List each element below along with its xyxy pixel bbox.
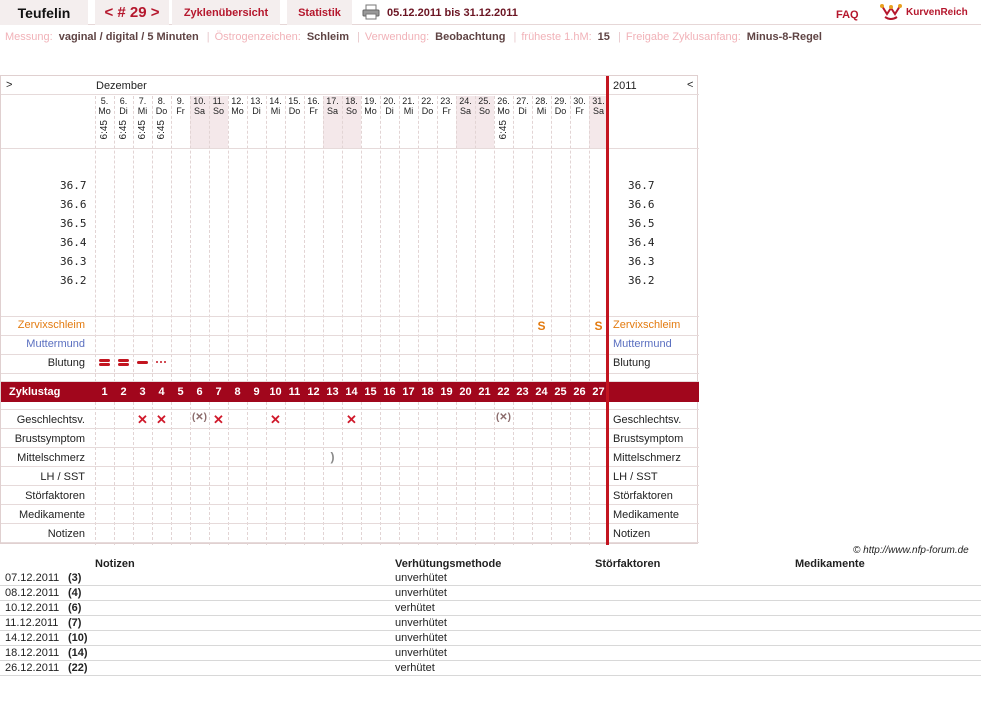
day-number: 8. <box>157 96 166 106</box>
setting-value: vaginal / digital / 5 Minuten <box>58 31 199 43</box>
cycle-day-number: 17 <box>402 386 415 398</box>
logo-text: KurvenReich <box>906 6 968 18</box>
day-column-header <box>418 96 437 116</box>
temp-label-right: 36.6 <box>628 198 655 211</box>
day-number: 22. <box>421 96 434 106</box>
cycle-end-line <box>606 76 609 545</box>
chart-prev-button[interactable]: > <box>6 79 13 91</box>
day-number: 10. <box>193 96 206 106</box>
bleeding-mark <box>95 354 114 372</box>
note-cycle-day: (6) <box>68 602 82 614</box>
day-number: 14. <box>269 96 282 106</box>
settings-separator: | <box>617 31 621 43</box>
cycle-day-bar <box>1 382 699 402</box>
note-date: 10.12.2011 <box>5 602 60 614</box>
copyright: © http://www.nfp-forum.de <box>853 545 969 556</box>
day-weekday: Mo <box>231 106 244 116</box>
zervix-mark: S <box>537 319 546 333</box>
day-number: 20. <box>383 96 396 106</box>
note-method: unverhütet <box>395 647 447 659</box>
bleeding-dot <box>160 361 162 363</box>
day-weekday: Mo <box>497 106 510 116</box>
bleeding-mark <box>133 354 152 372</box>
printer-icon[interactable] <box>362 4 380 20</box>
cycle-navigator[interactable]: < # 29 > <box>95 0 169 25</box>
cycle-day-number: 8 <box>234 386 241 398</box>
note-method: verhütet <box>395 662 435 674</box>
temp-label-left: 36.7 <box>60 179 87 192</box>
temp-label-right: 36.5 <box>628 217 655 230</box>
note-cycle-day: (22) <box>68 662 88 674</box>
grid-vline <box>399 96 400 382</box>
bleeding-bar <box>99 363 110 366</box>
row-label: Mittelschmerz <box>17 452 85 464</box>
day-column-header <box>190 96 209 116</box>
setting-value: 15 <box>597 31 610 43</box>
row-line <box>1 428 699 429</box>
setting-value: Minus-8-Regel <box>746 31 822 43</box>
grid-vline <box>570 96 571 382</box>
grid-vline <box>418 96 419 382</box>
day-number: 31. <box>592 96 605 106</box>
cycle-day-number: 2 <box>120 386 127 398</box>
month-label: Dezember <box>96 80 147 92</box>
intercourse-mark: (✕) <box>191 412 208 423</box>
grid-vline <box>209 96 210 382</box>
cycle-day-number: 9 <box>253 386 260 398</box>
day-number: 11. <box>212 96 225 106</box>
cycle-day-number: 12 <box>307 386 320 398</box>
day-column-header <box>152 96 171 139</box>
note-method: verhütet <box>395 602 435 614</box>
cycle-day-label: Zyklustag <box>9 386 61 398</box>
row-line <box>1 409 699 410</box>
temp-label-right: 36.3 <box>628 255 655 268</box>
notes-header-verhuetung: Verhütungsmethode <box>395 558 502 570</box>
day-number: 17. <box>326 96 339 106</box>
setting-value: Beobachtung <box>435 31 506 43</box>
day-number: 19. <box>364 96 377 106</box>
table-row <box>0 571 981 586</box>
row-label: Notizen <box>47 528 85 540</box>
day-number: 16. <box>307 96 320 106</box>
day-column-header <box>266 96 285 116</box>
day-column-header <box>532 96 551 116</box>
grid-vline <box>551 96 552 382</box>
day-number: 15. <box>288 96 301 106</box>
row-label-right-zervixschleim: Zervixschleim <box>613 319 681 331</box>
row-label-muttermund: Muttermund <box>26 338 85 350</box>
cycle-chart <box>0 75 698 544</box>
day-weekday: Mo <box>364 106 377 116</box>
cycle-day-number: 16 <box>383 386 396 398</box>
bleeding-bar <box>118 363 129 366</box>
row-label-zervixschleim: Zervixschleim <box>17 319 85 331</box>
day-weekday: Fr <box>575 106 584 116</box>
day-weekday: Mo <box>98 106 111 116</box>
day-weekday: Di <box>119 106 128 116</box>
day-weekday: Di <box>252 106 261 116</box>
cycle-day-number: 4 <box>158 386 165 398</box>
row-label: Brustsymptom <box>14 433 85 445</box>
mittelschmerz-mark: ) <box>330 450 335 464</box>
grid-vline <box>456 96 457 382</box>
grid-vline <box>323 96 324 382</box>
day-column-header <box>114 96 133 139</box>
cycle-day-number: 19 <box>440 386 453 398</box>
note-cycle-day: (3) <box>68 572 82 584</box>
setting-key: Östrogenzeichen: <box>214 31 301 43</box>
grid-vline <box>304 96 305 382</box>
cycle-day-number: 21 <box>478 386 491 398</box>
row-label: Störfaktoren <box>25 490 85 502</box>
day-number: 29. <box>554 96 567 106</box>
top-bar <box>0 0 981 25</box>
cycle-day-number: 22 <box>497 386 510 398</box>
day-column-header <box>285 96 304 116</box>
row-label-right: Medikamente <box>613 509 680 521</box>
temp-label-left: 36.4 <box>60 236 87 249</box>
temp-label-right: 36.7 <box>628 179 655 192</box>
day-column-header <box>513 96 532 116</box>
day-weekday: Do <box>288 106 301 116</box>
day-column-header <box>570 96 589 116</box>
day-weekday: So <box>478 106 490 116</box>
note-date: 07.12.2011 <box>5 572 60 584</box>
intercourse-mark: ✕ <box>346 412 357 427</box>
cycle-day-number: 23 <box>516 386 529 398</box>
note-date: 14.12.2011 <box>5 632 60 644</box>
kurvenreich-logo[interactable] <box>880 2 968 22</box>
day-column-header <box>304 96 323 116</box>
settings-separator: | <box>206 31 210 43</box>
grid-vline <box>285 96 286 382</box>
day-number: 5. <box>100 96 109 106</box>
note-date: 11.12.2011 <box>5 617 59 629</box>
grid-vline <box>589 96 590 382</box>
measure-time: 6:45 <box>497 120 509 140</box>
zervix-mark: S <box>594 319 603 333</box>
day-weekday: Fr <box>176 106 185 116</box>
cycle-day-number: 6 <box>196 386 203 398</box>
cycle-day-number: 10 <box>269 386 282 398</box>
grid-vline <box>266 96 267 382</box>
note-date: 26.12.2011 <box>5 662 60 674</box>
day-column-header <box>171 96 190 116</box>
day-weekday: Fr <box>442 106 451 116</box>
row-line <box>1 316 699 317</box>
note-cycle-day: (7) <box>68 617 82 629</box>
row-label-blutung: Blutung <box>47 357 85 369</box>
cycle-day-number: 5 <box>177 386 184 398</box>
day-number: 9. <box>176 96 185 106</box>
grid-vline <box>513 96 514 382</box>
row-line <box>1 373 699 374</box>
measure-time: 6:45 <box>98 120 110 140</box>
row-line <box>1 335 699 336</box>
row-label-right: Brustsymptom <box>613 433 684 445</box>
temp-label-left: 36.6 <box>60 198 87 211</box>
day-weekday: So <box>345 106 357 116</box>
row-line <box>1 485 699 486</box>
note-date: 08.12.2011 <box>5 587 60 599</box>
date-range: 05.12.2011 bis 31.12.2011 <box>387 7 518 19</box>
day-weekday: Di <box>518 106 527 116</box>
day-number: 12. <box>231 96 244 106</box>
day-weekday: Sa <box>193 106 205 116</box>
setting-key: Freigabe Zyklusanfang: <box>625 31 741 43</box>
day-number: 7. <box>138 96 147 106</box>
note-cycle-day: (4) <box>68 587 82 599</box>
intercourse-mark: ✕ <box>270 412 281 427</box>
day-weekday: Do <box>155 106 168 116</box>
day-number: 28. <box>535 96 548 106</box>
row-label-right: Notizen <box>613 528 651 540</box>
temp-label-left: 36.3 <box>60 255 87 268</box>
year-label: 2011 <box>613 80 637 92</box>
row-line <box>1 523 699 524</box>
row-label-right: Mittelschmerz <box>613 452 681 464</box>
day-column-header <box>247 96 266 116</box>
day-weekday: Do <box>421 106 434 116</box>
temp-label-left: 36.2 <box>60 274 87 287</box>
grid-vline <box>228 96 229 382</box>
day-weekday: Do <box>554 106 567 116</box>
bleeding-dot <box>164 361 166 363</box>
table-row <box>0 631 981 646</box>
setting-key: Verwendung: <box>364 31 430 43</box>
notes-header-medikamente: Medikamente <box>795 558 865 570</box>
day-weekday: Fr <box>309 106 318 116</box>
row-label-right: LH / SST <box>613 471 658 483</box>
day-column-header <box>361 96 380 116</box>
cycle-day-number: 13 <box>326 386 339 398</box>
grid-vline <box>475 96 476 382</box>
chart-next-button[interactable]: < <box>687 79 694 91</box>
temp-label-right: 36.4 <box>628 236 655 249</box>
row-label: Geschlechtsv. <box>16 414 85 426</box>
row-line <box>1 148 699 149</box>
bleeding-bar <box>137 361 148 364</box>
faq-link[interactable]: FAQ <box>836 9 859 21</box>
day-column-header <box>475 96 494 116</box>
bleeding-bar <box>99 359 110 362</box>
row-line <box>1 504 699 505</box>
day-column-header <box>551 96 570 116</box>
cycle-settings <box>5 31 822 43</box>
notes-header-stoerfaktoren: Störfaktoren <box>595 558 661 570</box>
row-line <box>1 542 699 543</box>
note-cycle-day: (10) <box>68 632 88 644</box>
day-number: 26. <box>497 96 510 106</box>
day-weekday: Di <box>385 106 394 116</box>
kurvenreich-logo-icon <box>880 2 902 22</box>
cycle-day-number: 15 <box>364 386 377 398</box>
day-column-header <box>323 96 342 116</box>
day-weekday: Sa <box>592 106 604 116</box>
day-number: 13. <box>250 96 263 106</box>
row-label: Medikamente <box>18 509 85 521</box>
day-weekday: Mi <box>536 106 547 116</box>
day-number: 27. <box>516 96 529 106</box>
setting-value: Schleim <box>306 31 349 43</box>
day-column-header <box>437 96 456 116</box>
temp-label-right: 36.2 <box>628 274 655 287</box>
day-weekday: So <box>212 106 224 116</box>
row-line <box>1 466 699 467</box>
day-weekday: Mi <box>137 106 148 116</box>
measure-time: 6:45 <box>136 120 148 140</box>
day-column-header <box>209 96 228 116</box>
day-column-header <box>133 96 152 139</box>
day-number: 6. <box>119 96 128 106</box>
day-weekday: Mi <box>270 106 281 116</box>
row-label-right: Störfaktoren <box>613 490 673 502</box>
table-row <box>0 601 981 616</box>
table-row <box>0 661 981 676</box>
notes-header-notizen: Notizen <box>95 558 135 570</box>
note-method: unverhütet <box>395 617 447 629</box>
row-label-right-muttermund: Muttermund <box>613 338 672 350</box>
table-row <box>0 616 981 631</box>
cycle-day-number: 27 <box>592 386 605 398</box>
tab-zyklenuebersicht[interactable]: Zyklenübersicht <box>172 0 280 25</box>
settings-separator: | <box>513 31 517 43</box>
row-label-right: Geschlechtsv. <box>613 414 682 426</box>
bleeding-dot <box>156 361 158 363</box>
grid-vline <box>380 96 381 382</box>
cycle-day-number: 20 <box>459 386 472 398</box>
day-column-header <box>95 96 114 139</box>
intercourse-mark: ✕ <box>213 412 224 427</box>
temp-label-left: 36.5 <box>60 217 87 230</box>
grid-vline <box>437 96 438 382</box>
username: Teufelin <box>0 0 88 25</box>
day-number: 30. <box>573 96 586 106</box>
cycle-day-number: 11 <box>288 386 301 398</box>
tab-statistik[interactable]: Statistik <box>287 0 352 25</box>
day-number: 23. <box>440 96 453 106</box>
day-weekday: Sa <box>326 106 338 116</box>
note-method: unverhütet <box>395 572 447 584</box>
intercourse-mark: ✕ <box>156 412 167 427</box>
note-method: unverhütet <box>395 632 447 644</box>
note-method: unverhütet <box>395 587 447 599</box>
row-line <box>1 447 699 448</box>
bleeding-mark <box>152 354 171 372</box>
row-line <box>1 94 699 95</box>
cycle-day-number: 18 <box>421 386 434 398</box>
measure-time: 6:45 <box>117 120 129 140</box>
day-column-header <box>399 96 418 116</box>
bleeding-bar <box>118 359 129 362</box>
day-column-header <box>456 96 475 116</box>
row-label: LH / SST <box>40 471 85 483</box>
grid-vline <box>342 96 343 382</box>
settings-separator: | <box>357 31 360 43</box>
intercourse-mark: (✕) <box>495 412 512 423</box>
cycle-day-number: 14 <box>345 386 358 398</box>
day-number: 25. <box>478 96 491 106</box>
cycle-day-number: 24 <box>535 386 548 398</box>
day-number: 21. <box>402 96 415 106</box>
day-number: 18. <box>345 96 358 106</box>
table-row <box>0 586 981 601</box>
note-cycle-day: (14) <box>68 647 88 659</box>
day-number: 24. <box>459 96 472 106</box>
grid-vline <box>247 96 248 382</box>
grid-vline <box>171 96 172 382</box>
day-column-header <box>228 96 247 116</box>
cycle-day-number: 26 <box>573 386 586 398</box>
note-date: 18.12.2011 <box>5 647 60 659</box>
day-column-header <box>342 96 361 116</box>
cycle-day-number: 25 <box>554 386 567 398</box>
cycle-day-number: 1 <box>101 386 108 398</box>
grid-vline <box>361 96 362 382</box>
row-label-right-blutung: Blutung <box>613 357 651 369</box>
day-column-header <box>380 96 399 116</box>
day-column-header <box>494 96 513 139</box>
day-weekday: Sa <box>459 106 471 116</box>
setting-key: früheste 1.hM: <box>521 31 592 43</box>
cycle-day-number: 7 <box>215 386 222 398</box>
table-row <box>0 646 981 661</box>
measure-time: 6:45 <box>155 120 167 140</box>
day-weekday: Mi <box>403 106 414 116</box>
setting-key: Messung: <box>5 31 53 43</box>
grid-vline <box>532 96 533 382</box>
cycle-day-number: 3 <box>139 386 146 398</box>
intercourse-mark: ✕ <box>137 412 148 427</box>
grid-vline <box>190 96 191 382</box>
bleeding-mark <box>114 354 133 372</box>
